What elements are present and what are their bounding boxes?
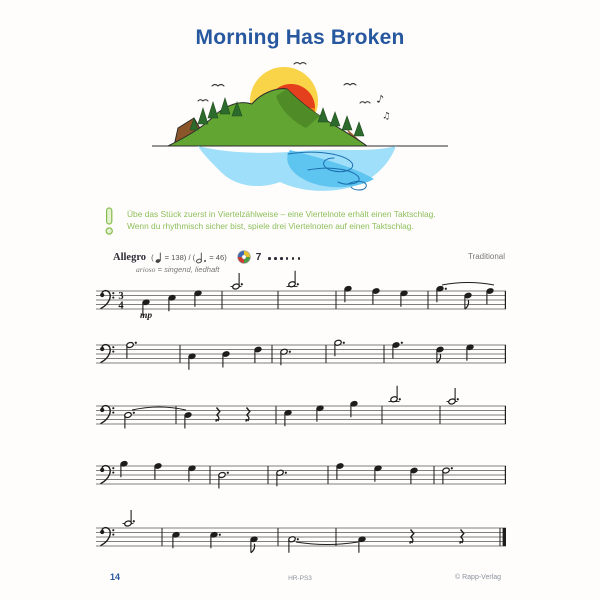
bass-clef-curve (101, 406, 110, 424)
dynamic-marking: mp (140, 311, 153, 321)
augmentation-dot (451, 467, 453, 469)
bass-clef-curve (101, 528, 110, 546)
quarter-rest (410, 530, 414, 544)
staff-3 (96, 391, 506, 437)
expression-term: arioso (136, 265, 156, 274)
clef-dot (112, 297, 114, 299)
page-title: Morning Has Broken (195, 26, 405, 49)
eighth-flag (251, 544, 255, 553)
quarter-rest (216, 408, 220, 422)
quarter-rest (246, 408, 250, 422)
svg-text:♫: ♫ (381, 111, 391, 123)
instruction-line-1: Übe das Stück zuerst in Viertelzählweise – eine Viertelnote erhält einen Taktschlag. (127, 209, 436, 219)
augmentation-dot (219, 534, 221, 536)
attribution: Traditional (467, 252, 505, 261)
clef-dot (112, 472, 114, 474)
staff-4 (96, 451, 506, 497)
slur (296, 542, 358, 545)
quarter-rest (460, 530, 464, 544)
slur (132, 407, 186, 410)
augmentation-dot (133, 520, 135, 522)
clef-dot (112, 292, 114, 294)
augmentation-dot (457, 398, 459, 400)
augmentation-dot (401, 342, 403, 344)
final-barline-thick (503, 528, 506, 546)
clef-dot (112, 351, 114, 353)
clef-dot (112, 412, 114, 414)
augmentation-dot (445, 288, 447, 290)
augmentation-dot (343, 342, 345, 344)
bass-clef-curve (101, 345, 110, 363)
footer-code: HR-PS3 (288, 575, 312, 582)
metronome-paren: ( (151, 252, 154, 262)
staff-2 (96, 330, 506, 376)
augmentation-dot (135, 342, 137, 344)
time-signature-top: 3 (118, 291, 124, 302)
clef-dot (112, 407, 114, 409)
augmentation-dot (297, 538, 299, 540)
clef-dot (112, 529, 114, 531)
cd-track-number: 7 (255, 251, 262, 263)
augmentation-dot (241, 283, 243, 285)
augmentation-dot (285, 472, 287, 474)
clef-dot (112, 346, 114, 348)
svg-text:♪: ♪ (375, 92, 385, 107)
time-signature-bottom: 4 (118, 300, 124, 312)
metronome-half-value: = 46) (209, 252, 227, 262)
augmentation-dot (289, 351, 291, 353)
augmentation-dot (227, 472, 229, 474)
slur (442, 283, 494, 286)
augmentation-dot (297, 283, 299, 285)
footer-page-number: 14 (110, 572, 121, 582)
metronome-quarter-value: = 138) / ( (164, 252, 196, 262)
staff-5 (96, 513, 506, 559)
bass-clef-curve (101, 291, 110, 309)
clef-dot (112, 467, 114, 469)
footer-copyright: © Rapp-Verlag (455, 574, 502, 581)
staff-1 (96, 276, 506, 322)
tempo-word: Allegro (113, 251, 147, 263)
augmentation-dot (133, 412, 135, 414)
bass-clef-curve (101, 466, 110, 484)
clef-dot (112, 534, 114, 536)
augmentation-dot (399, 398, 401, 400)
instruction-line-2: Wenn du rhythmisch sicher bist, spiele drei Viertelnoten auf einen Taktschlag. (127, 220, 414, 231)
expression-meaning: = singend, liedhaft (155, 265, 220, 274)
